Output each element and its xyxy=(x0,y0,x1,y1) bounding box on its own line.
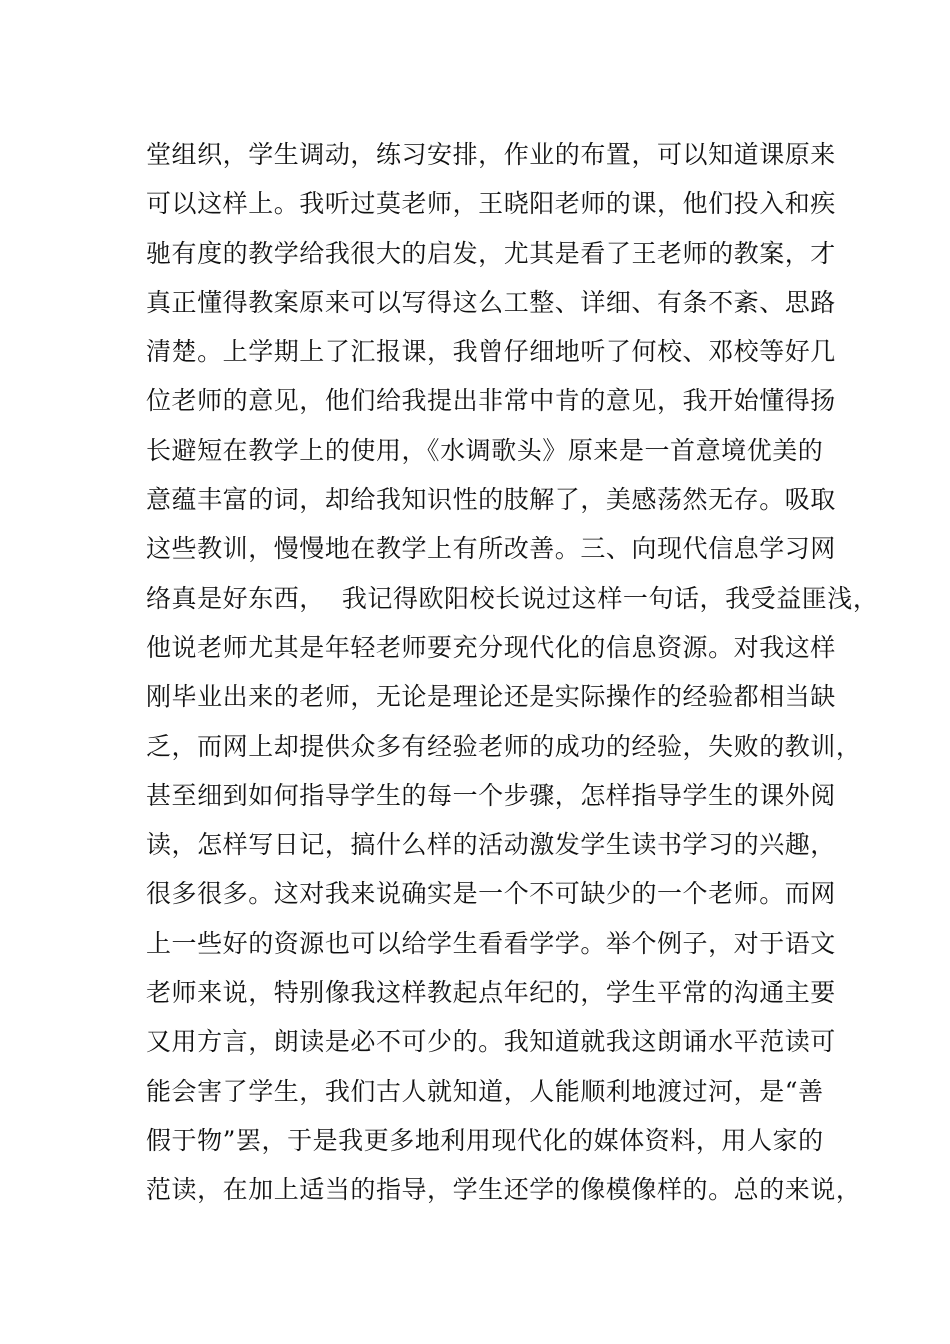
text-line: 络真是好东西， 我记得欧阳校长说过这样一句话，我受益匪浅， xyxy=(146,583,879,613)
text-line: 可以这样上。我听过莫老师，王晓阳老师的课，他们投入和疾 xyxy=(146,189,836,219)
text-line: 这些教训，慢慢地在教学上有所改善。三、向现代信息学习网 xyxy=(146,534,836,564)
text-line: 又用方言，朗读是必不可少的。我知道就我这朗诵水平范读可 xyxy=(146,1027,836,1057)
text-line: 真正懂得教案原来可以写得这么工整、详细、有条不紊、思路 xyxy=(146,287,836,317)
text-line: 清楚。上学期上了汇报课，我曾仔细地听了何校、邓校等好几 xyxy=(146,337,836,367)
text-line: 甚至细到如何指导学生的每一个步骤，怎样指导学生的课外阅 xyxy=(146,780,836,810)
text-line: 他说老师尤其是年轻老师要充分现代化的信息资源。对我这样 xyxy=(146,632,836,662)
text-line: 刚毕业出来的老师，无论是理论还是实际操作的经验都相当缺 xyxy=(146,682,836,712)
text-line: 能会害了学生，我们古人就知道，人能顺利地渡过河，是“善 xyxy=(146,1076,824,1106)
text-line: 读，怎样写日记，搞什么样的活动激发学生读书学习的兴趣， xyxy=(146,830,836,860)
text-line: 很多很多。这对我来说确实是一个不可缺少的一个老师。而网 xyxy=(146,879,836,909)
text-line: 范读，在加上适当的指导，学生还学的像模像样的。总的来说， xyxy=(146,1175,862,1205)
text-line: 乏，而网上却提供众多有经验老师的成功的经验，失败的教训， xyxy=(146,731,862,761)
text-line: 老师来说，特别像我这样教起点年纪的，学生平常的沟通主要 xyxy=(146,978,836,1008)
text-line: 驰有度的教学给我很大的启发，尤其是看了王老师的教案，才 xyxy=(146,238,836,268)
text-line: 上一些好的资源也可以给学生看看学学。举个例子，对于语文 xyxy=(146,928,836,958)
text-line: 假于物”罢，于是我更多地利用现代化的媒体资料，用人家的 xyxy=(146,1125,824,1155)
text-line: 位老师的意见，他们给我提出非常中肯的意见，我开始懂得扬 xyxy=(146,386,836,416)
body-text xyxy=(146,130,879,1215)
text-line: 意蕴丰富的词，却给我知识性的肢解了，美感荡然无存。吸取 xyxy=(146,485,836,515)
text-line: 堂组织，学生调动，练习安排，作业的布置，可以知道课原来 xyxy=(146,140,836,169)
text-line: 长避短在教学上的使用，《水调歌头》原来是一首意境优美的 xyxy=(146,435,824,465)
